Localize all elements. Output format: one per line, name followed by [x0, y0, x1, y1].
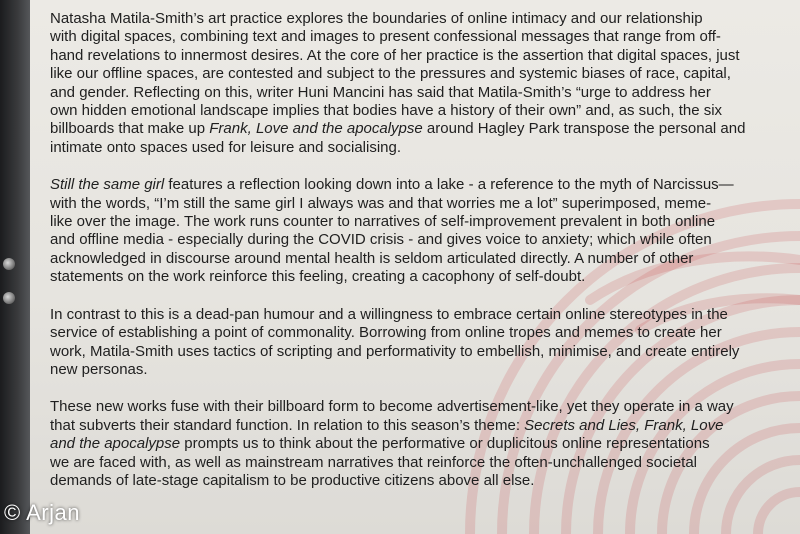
text-line: [50, 120, 792, 138]
text-run: acknowledged in discourse around mental health is seldom articulated directly. A number of other: [50, 249, 694, 267]
text-run: These new works fuse with their billboard form to become advertisement-like, yet they operate in a way: [50, 398, 734, 416]
text-run: own hidden emotional landscape implies that bodies have a history of their own” and, as such, the six: [50, 102, 723, 120]
text-run: work, Matila-Smith uses tactics of scripting and performativity to embellish, minimise, and create entirely: [50, 342, 740, 360]
paragraph: [50, 176, 792, 286]
text-line: [50, 231, 792, 249]
italic-title: Still the same girl: [50, 176, 165, 194]
text-line: [50, 306, 792, 324]
text-line: [50, 417, 792, 435]
text-line: [50, 472, 792, 490]
text-run: we are faced with, as well as mainstream narratives that reinforce the often-unchallenged societal: [50, 453, 697, 471]
paragraph: [50, 10, 792, 157]
text-line: [50, 195, 792, 213]
text-run: that subverts their standard function. In relation to this season’s theme:: [50, 416, 525, 434]
text-run: and offline media - especially during the COVID crisis - and gives voice to anxiety; which while often: [50, 231, 712, 249]
text-run: intimate onto spaces used for leisure and socialising.: [50, 138, 402, 156]
text-run: hand revelations to innermost desires. At the core of her practice is the assertion that digital spaces, just: [50, 46, 740, 64]
text-run: In contrast to this is a dead-pan humour and a willingness to embrace certain online stereotypes in the: [50, 305, 728, 323]
text-line: [50, 102, 792, 120]
text-run: prompts us to think about the performative or duplicitous online representations: [180, 435, 710, 453]
text-run: with the words, “I’m still the same girl I always was and that worries me a lot” superimposed, meme-: [50, 194, 712, 212]
text-run: and gender. Reflecting on this, writer Huni Mancini has said that Matila-Smith’s “urge to address her: [50, 83, 711, 101]
bolt-icon: [3, 258, 15, 270]
italic-title: Secrets and Lies, Frank, Love: [524, 416, 724, 434]
text-line: [50, 84, 792, 102]
paragraph: [50, 398, 792, 490]
body-text: [50, 10, 792, 490]
text-run: statements on the work reinforce this feeling, creating a cacophony of self-doubt.: [50, 268, 586, 286]
text-run: Natasha Matila-Smith’s art practice explores the boundaries of online intimacy and our relationship: [50, 10, 703, 27]
text-line: [50, 324, 792, 342]
text-run: with digital spaces, combining text and images to present confessional messages that range from off-: [50, 28, 721, 46]
text-line: [50, 28, 792, 46]
text-run: around Hagley Park transpose the personal and: [422, 120, 746, 138]
italic-title: Frank, Love and the apocalypse: [209, 120, 423, 138]
signboard-frame: [0, 0, 30, 534]
bolt-icon: [3, 292, 15, 304]
text-run: features a reflection looking down into a lake - a reference to the myth of Narcissus—: [164, 176, 734, 194]
information-panel: [30, 0, 800, 534]
paragraph: [50, 306, 792, 380]
text-run: billboards that make up: [50, 120, 210, 138]
text-run: new personas.: [50, 360, 148, 378]
text-run: demands of late-stage capitalism to be productive citizens above all else.: [50, 471, 535, 489]
text-line: [50, 65, 792, 83]
text-run: service of establishing a point of commonality. Borrowing from online tropes and memes to create her: [50, 324, 722, 342]
text-line: [50, 139, 792, 157]
copyright-watermark: © Arjan: [4, 500, 80, 525]
text-run: like our offline spaces, are contested and subject to the pressures and systemic biases of race, capital,: [50, 65, 731, 83]
text-line: [50, 176, 792, 194]
text-line: [50, 343, 792, 361]
text-line: [50, 250, 792, 268]
text-run: like over the image. The work runs counter to narratives of self-improvement prevalent in both online: [50, 213, 716, 231]
text-line: [50, 47, 792, 65]
text-line: [50, 10, 792, 28]
text-line: [50, 435, 792, 453]
text-line: [50, 268, 792, 286]
text-line: [50, 398, 792, 416]
text-line: [50, 213, 792, 231]
text-line: [50, 361, 792, 379]
italic-title: and the apocalypse: [50, 435, 181, 453]
text-line: [50, 454, 792, 472]
